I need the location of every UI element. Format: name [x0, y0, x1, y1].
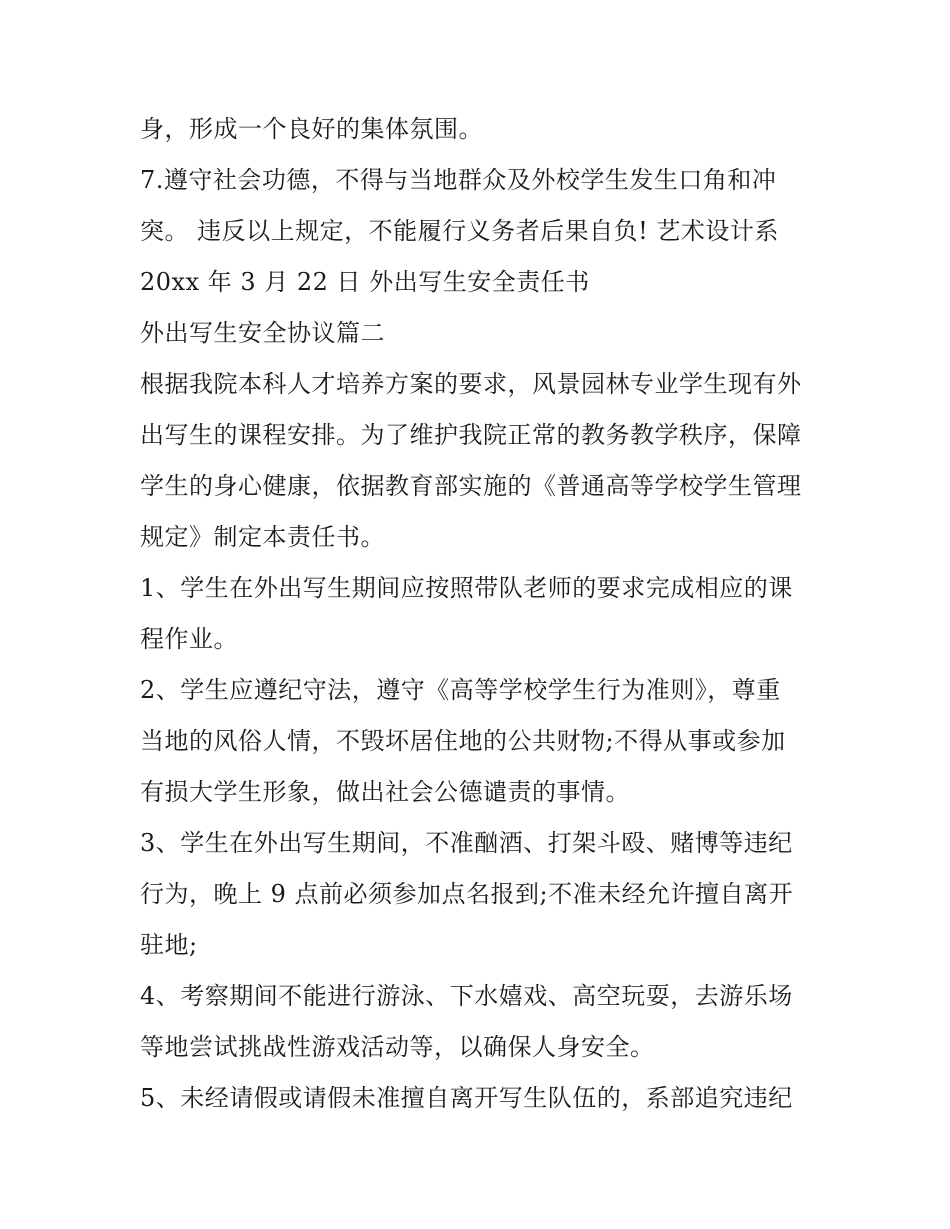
section-heading: 外出写生安全协议篇二: [140, 319, 385, 347]
text-line: 学生的身心健康，依据教育部实施的《普通高等学校学生管理: [140, 472, 802, 500]
text-line: 有损大学生形象，做出社会公德谴责的事情。: [140, 778, 630, 806]
text-line: 1、学生在外出写生期间应按照带队老师的要求完成相应的课: [140, 574, 793, 602]
text-line: 3、学生在外出写生期间，不准酗酒、打架斗殴、赌博等违纪: [140, 829, 793, 857]
text-line: 驻地;: [140, 931, 198, 959]
text-line: 5、未经请假或请假未准擅自离开写生队伍的，系部追究违纪: [140, 1084, 793, 1112]
text-line: 4、考察期间不能进行游泳、下水嬉戏、高空玩耍，去游乐场: [140, 982, 793, 1010]
text-line: 规定》制定本责任书。: [140, 523, 385, 551]
text-line: 7.遵守社会功德，不得与当地群众及外校学生发生口角和冲: [140, 166, 777, 194]
text-line: 根据我院本科人才培养方案的要求，风景园林专业学生现有外: [140, 370, 802, 398]
text-line: 20xx 年 3 月 22 日 外出写生安全责任书: [140, 268, 590, 296]
text-line: 突。 违反以上规定，不能履行义务者后果自负! 艺术设计系: [140, 217, 779, 245]
text-line: 出写生的课程安排。为了维护我院正常的教务教学秩序，保障: [140, 421, 802, 449]
text-line: 等地尝试挑战性游戏活动等，以确保人身安全。: [140, 1033, 655, 1061]
text-line: 当地的风俗人情，不毁坏居住地的公共财物;不得从事或参加: [140, 727, 786, 755]
text-line: 2、学生应遵纪守法，遵守《高等学校学生行为准则》，尊重: [140, 676, 781, 704]
text-line: 身，形成一个良好的集体氛围。: [140, 115, 483, 143]
text-line: 行为，晚上 9 点前必须参加点名报到;不准未经允许擅自离开: [140, 880, 794, 908]
text-line: 程作业。: [140, 625, 238, 653]
